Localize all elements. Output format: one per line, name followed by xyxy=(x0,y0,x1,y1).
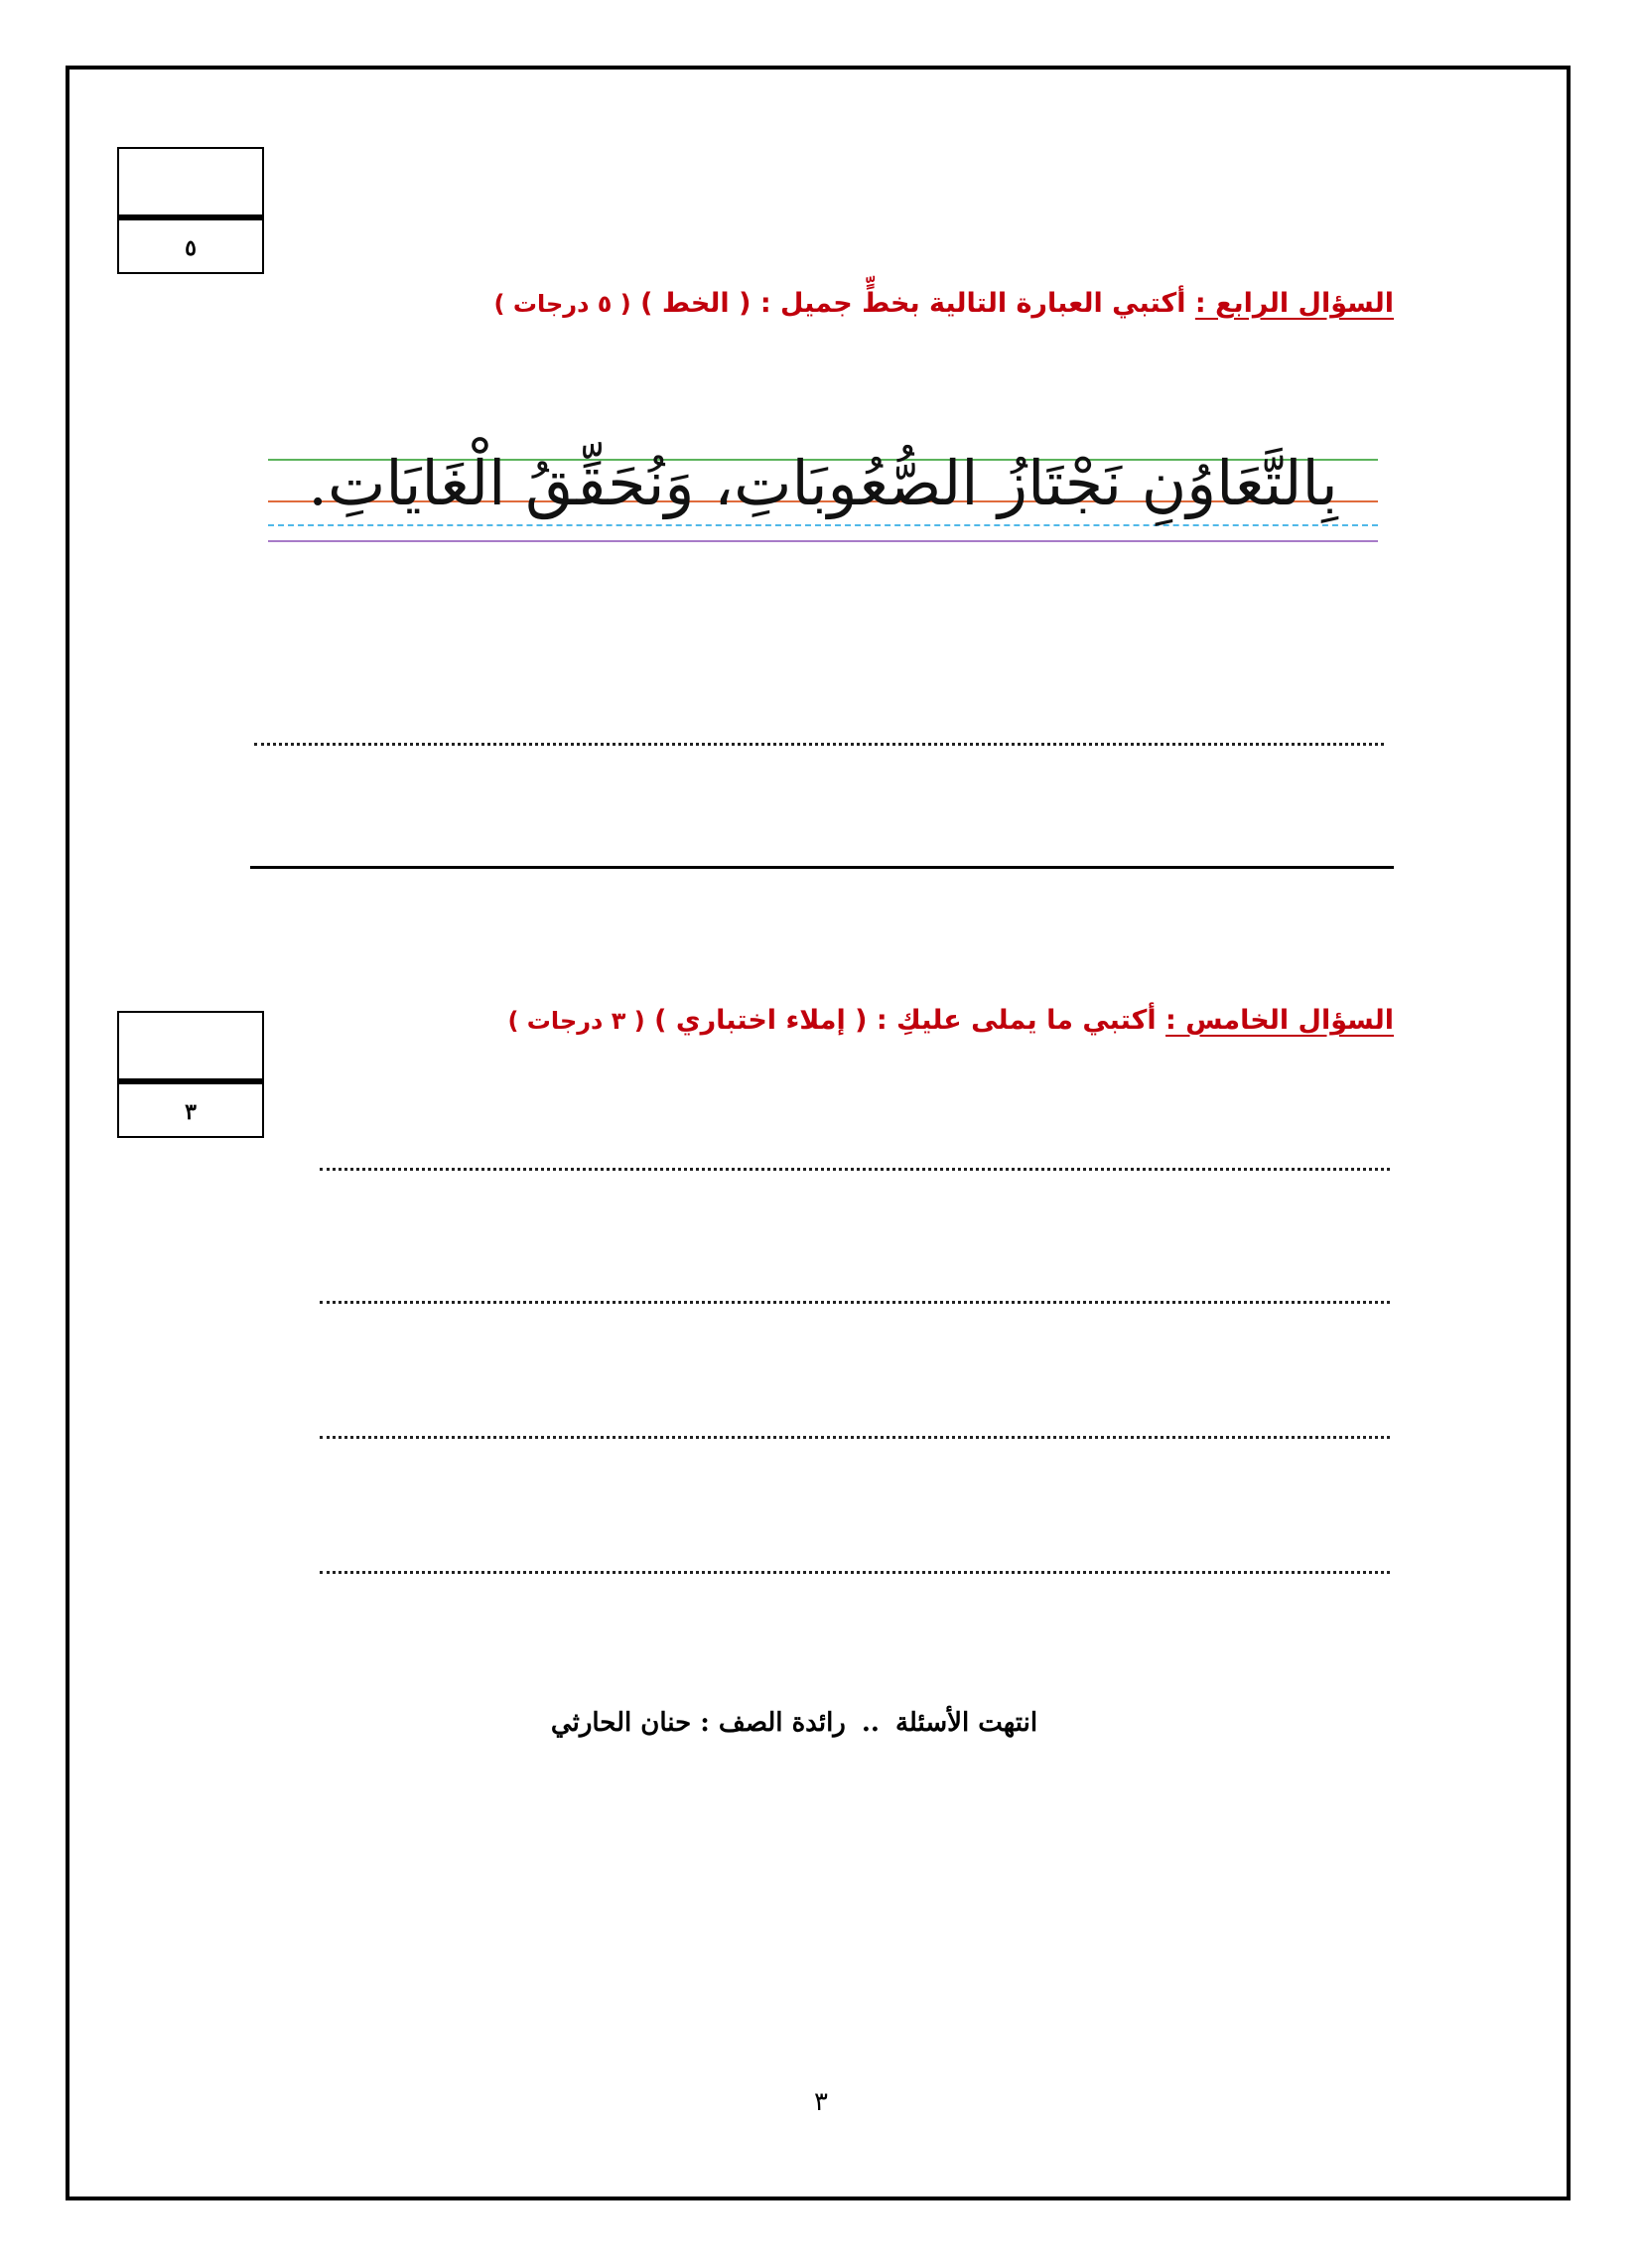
question-5-heading xyxy=(507,1005,1394,1036)
dictation-line-2[interactable] xyxy=(320,1301,1390,1304)
score-value-q4: ٥ xyxy=(185,235,197,261)
dictation-line-3[interactable] xyxy=(320,1436,1390,1439)
closing-separator: .. xyxy=(861,1708,880,1738)
score-box-q4 xyxy=(117,147,264,274)
section-divider xyxy=(250,866,1394,869)
question-5-title: السؤال الخامس : xyxy=(1165,1005,1394,1036)
dictation-line-4[interactable] xyxy=(320,1571,1390,1574)
score-divider xyxy=(119,1078,262,1084)
dictation-line-1[interactable] xyxy=(320,1168,1390,1171)
closing-note xyxy=(298,1708,1291,1738)
score-value-q5: ٣ xyxy=(185,1099,197,1125)
page-number: ٣ xyxy=(814,2087,828,2117)
class-teacher-text: رائدة الصف : حنان الحارثي xyxy=(550,1708,846,1738)
question-5-instruction: أكتبي ما يملى عليكِ : ( إملاء اختباري ) xyxy=(654,1005,1166,1036)
question-5-marks: ( ٣ درجات ) xyxy=(507,1007,645,1035)
guide-line-bottom xyxy=(268,540,1378,542)
answer-line-q4[interactable] xyxy=(254,743,1384,746)
question-4-instruction: أكتبي العبارة التالية بخطٍّ جميل : ( الخط ) xyxy=(640,288,1195,319)
score-divider xyxy=(119,214,262,220)
handwriting-model xyxy=(268,429,1378,558)
question-4-heading xyxy=(494,288,1394,319)
question-4-marks: ( ٥ درجات ) xyxy=(493,290,631,318)
model-sentence-text: بِالتَّعَاوُنِ نَجْتَازُ الصُّعُوبَاتِ، وَنُحَقِّقُ الْغَايَاتِ. xyxy=(308,447,1338,519)
end-of-questions-text: انتهت الأسئلة xyxy=(894,1708,1038,1738)
page-frame xyxy=(66,66,1571,2200)
question-4-title: السؤال الرابع : xyxy=(1194,288,1394,319)
score-box-q5 xyxy=(117,1011,264,1138)
